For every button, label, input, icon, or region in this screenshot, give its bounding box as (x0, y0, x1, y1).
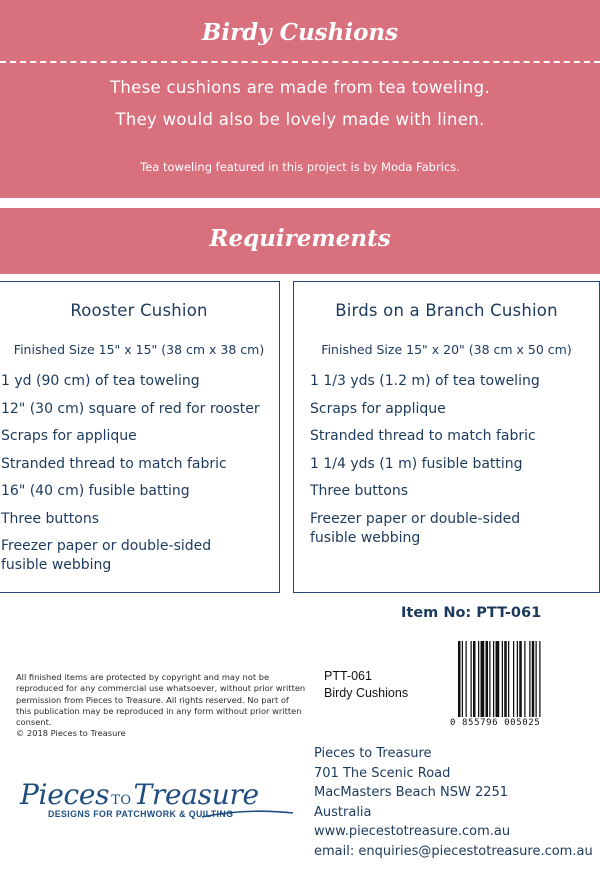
copyright-notice (16, 672, 306, 740)
list-item: Three buttons (310, 483, 409, 499)
website-link[interactable]: www.piecestotreasure.com.au (314, 824, 511, 839)
product-name: Birdy Cushions (324, 686, 409, 700)
list-item: Scraps for applique (1, 428, 137, 444)
barcode-digits: 0 855796 005025 (450, 718, 541, 728)
list-item: 1 yd (90 cm) of tea toweling (1, 373, 200, 389)
birds-requirements (310, 372, 595, 556)
list-item: 12" (30 cm) square of red for rooster (1, 400, 260, 417)
list-item: Stranded thread to match fabric (310, 428, 536, 444)
list-item: Freezer paper or double-sided fusible webbing (1, 538, 212, 573)
requirements-band (0, 208, 600, 274)
address-line: 701 The Scenic Road (314, 765, 451, 781)
list-item: 1 1/3 yds (1.2 m) of tea toweling (310, 373, 540, 389)
legal-text: All finished items are protected by copyright and may not be reproduced for any commercial use whatsoever, without prior written permission from Pieces to Treasure. All rights reserved. No part of this publication may be reproduced in any form without prior written consent. (16, 672, 306, 728)
address-line: Pieces to Treasure (314, 746, 432, 761)
intro-line-2: They would also be lovely made with linen. (115, 110, 485, 129)
rooster-finished-size: Finished Size 15" x 15" (38 cm x 38 cm) (13, 342, 265, 357)
logo-wordmark (20, 778, 290, 811)
logo-tagline: DESIGNS FOR PATCHWORK & QUILTING (48, 809, 234, 819)
requirements-heading: Requirements (209, 225, 391, 252)
birds-panel (293, 281, 600, 593)
email-link[interactable]: email: enquiries@piecestotreasure.com.au (314, 843, 593, 859)
birds-finished-size: Finished Size 15" x 20" (38 cm x 50 cm) (321, 342, 572, 357)
product-code: PTT-061 (324, 669, 372, 683)
list-item: Three buttons (1, 510, 100, 527)
item-number: Item No: PTT-061 (401, 605, 542, 621)
rooster-panel (0, 281, 280, 593)
stitch-line (0, 61, 600, 63)
logo-word-pieces: Pieces (20, 778, 110, 811)
company-logo (20, 778, 290, 819)
list-item: 16" (40 cm) fusible batting (1, 483, 190, 499)
logo-word-treasure: Treasure (133, 778, 259, 811)
barcode-label (324, 668, 408, 702)
rooster-requirements (1, 372, 275, 584)
list-item: Stranded thread to match fabric (1, 455, 227, 472)
fabric-credit: Tea toweling featured in this project is by Moda Fabrics. (140, 160, 460, 174)
address-line: Australia (314, 804, 372, 820)
birds-title: Birds on a Branch Cushion (335, 301, 558, 320)
address-line: MacMasters Beach NSW 2251 (314, 785, 509, 800)
logo-word-to: TO (111, 793, 132, 808)
list-item: Scraps for applique (310, 400, 446, 417)
copyright-line: © 2018 Pieces to Treasure (16, 728, 126, 739)
rooster-title: Rooster Cushion (70, 301, 208, 320)
list-item: Freezer paper or double-sided fusible webbing (310, 510, 521, 546)
intro-line-1: These cushions are made from tea toweling. (110, 78, 490, 97)
header-band (0, 0, 600, 198)
barcode-icon (456, 641, 584, 717)
pattern-title: Birdy Cushions (201, 19, 399, 46)
list-item: 1 1/4 yds (1 m) fusible batting (310, 455, 523, 472)
contact-address (314, 744, 593, 861)
swoosh-icon (200, 808, 295, 820)
